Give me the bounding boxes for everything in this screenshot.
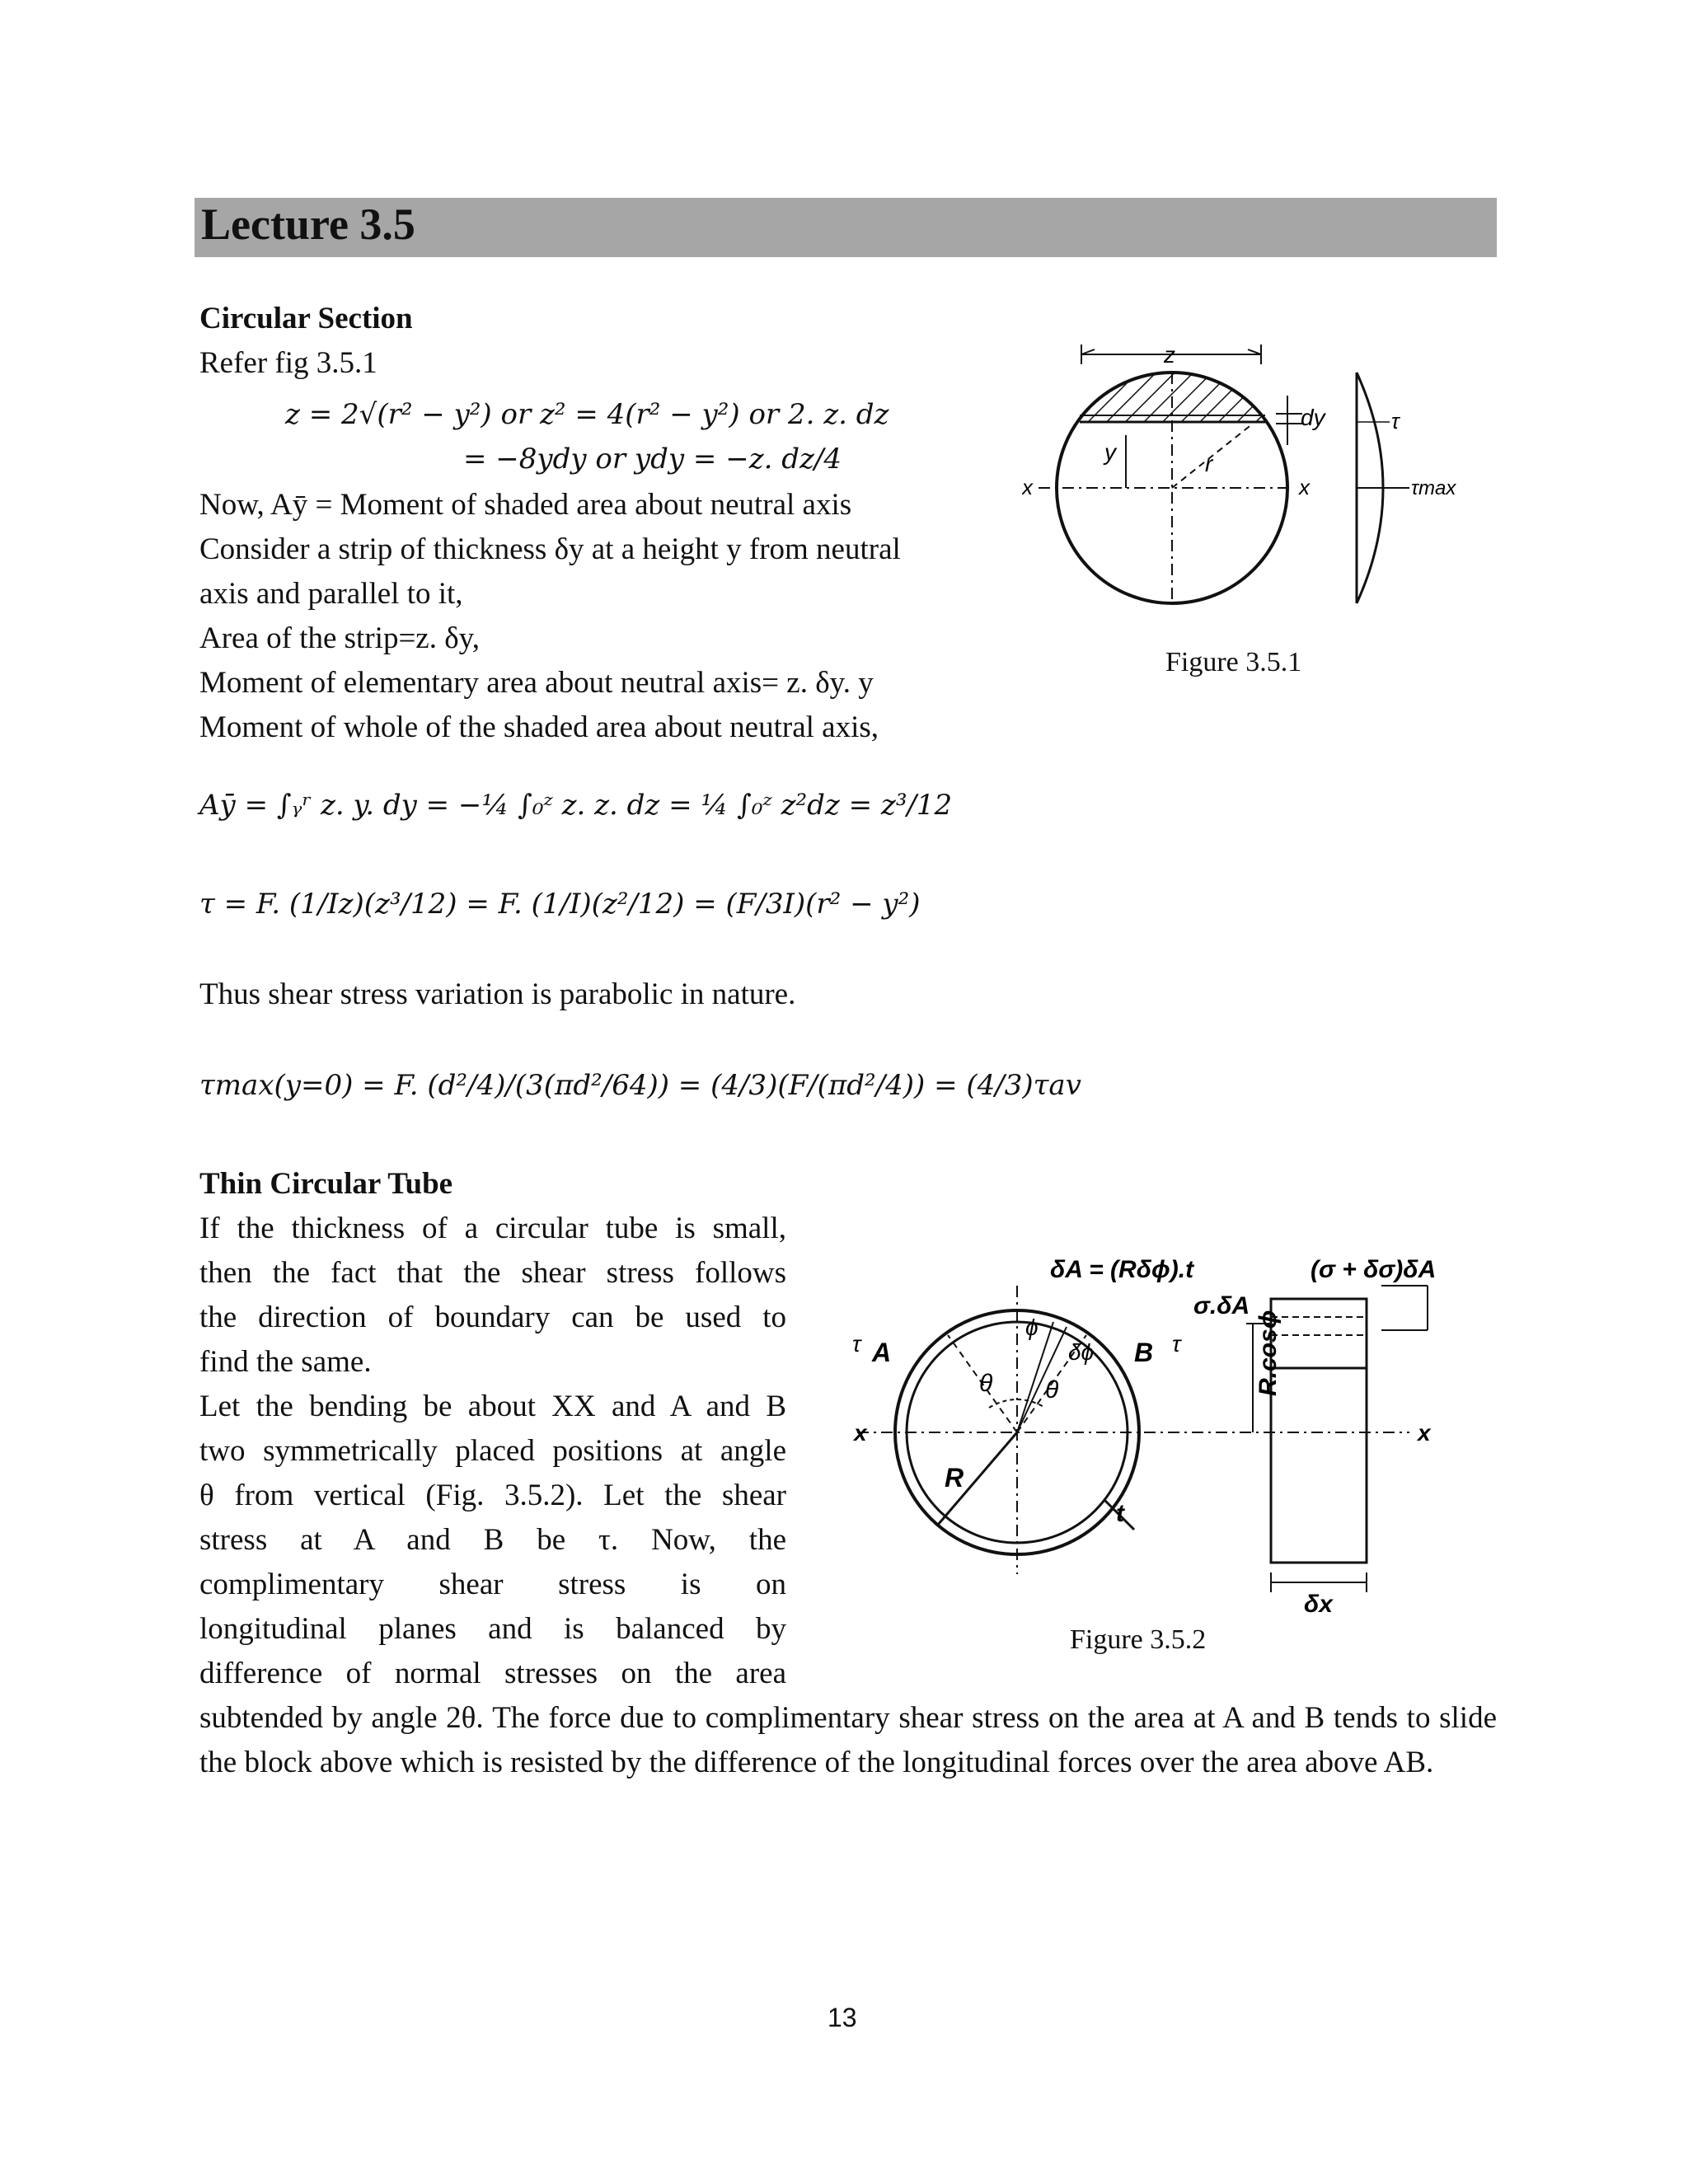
now-moment-line: Now, Aȳ = Moment of shaded area about neutral axis [199, 488, 852, 522]
equation-z-line2: = −8ydy or ydy = −z. dz/4 [463, 443, 842, 476]
page-number: 13 [828, 2003, 857, 2032]
dy-marker [1276, 396, 1302, 445]
figure-3-5-1-caption: Figure 3.5.1 [1165, 647, 1302, 677]
tube-para-line: longitudinal planes and is balanced by [199, 1612, 786, 1646]
circular-section-heading: Circular Section [199, 302, 413, 335]
moment-elementary-line: Moment of elementary area about neutral axis= z. δy. y [199, 666, 874, 700]
thin-tube-paragraph-narrow [199, 1207, 786, 1696]
thin-circular-tube-heading: Thin Circular Tube [199, 1167, 453, 1201]
shear-stress-parabola [1357, 373, 1409, 603]
fig2-label-rcos: R.cosϕ [1254, 1310, 1282, 1396]
fig1-label-x-right: x [1299, 475, 1310, 499]
fig1-label-tau: τ [1391, 409, 1400, 434]
fig1-label-r: r [1205, 451, 1213, 476]
tube-para-line: θ from vertical (Fig. 3.5.2). Let the shear [199, 1479, 786, 1512]
fig1-label-x-left: x [1022, 475, 1033, 499]
tube-para-line: complimentary shear stress is on [199, 1568, 786, 1601]
figure-3-5-2-caption: Figure 3.5.2 [1070, 1624, 1207, 1655]
equation-z-line1: z = 2√(r² − y²) or z² = 4(r² − y²) or 2. z. dz [285, 398, 889, 431]
fig2-label-a: A [872, 1338, 892, 1367]
moment-whole-line: Moment of whole of the shaded area about neutral axis, [199, 710, 879, 744]
tube-para-line: If the thickness of a circular tube is small, [199, 1212, 786, 1245]
tube-para-line: find the same. [199, 1345, 372, 1379]
fig2-label-theta-right: θ [1045, 1376, 1059, 1404]
fig1-label-z: z [1164, 342, 1175, 368]
equation-ay-bar: Aȳ = ∫ᵧʳ z. y. dy = −¼ ∫₀ᶻ z. z. dz = ¼ ∫₀ᶻ z²dz = z³/12 [199, 789, 953, 822]
fig2-label-x-left: x [854, 1420, 867, 1446]
equation-tau: τ = F. (1/Iz)(z³/12) = F. (1/I)(z²/12) = (F/3I)(r² − y²) [199, 888, 921, 921]
fig1-label-dy: dy [1301, 405, 1325, 430]
fig2-label-x-right: x [1418, 1420, 1431, 1446]
tube-para-line: difference of normal stresses on the area [199, 1657, 786, 1690]
fig2-label-b: B [1134, 1338, 1154, 1367]
fig2-label-sigma-plus: (σ + δσ)δA [1311, 1256, 1437, 1283]
fig2-label-tau-a: τ [852, 1331, 861, 1357]
fig2-label-da: δA = (Rδϕ).t [1050, 1256, 1194, 1283]
fig2-label-sigma-da: σ.δA [1193, 1292, 1250, 1319]
fig2-label-dphi: δϕ [1068, 1339, 1095, 1365]
consider-strip-line1: Consider a strip of thickness δy at a height y from neutral [199, 532, 901, 566]
tube-para-line: then the fact that the shear stress follows [199, 1256, 786, 1290]
fig1-label-y: y [1104, 439, 1116, 465]
fig2-label-dx: δx [1304, 1591, 1333, 1615]
fig2-label-t: t [1116, 1500, 1124, 1527]
tube-para-line: stress at A and B be τ. Now, the [199, 1523, 786, 1557]
tube-circle [857, 1286, 1409, 1574]
fig2-label-r: R [945, 1463, 964, 1493]
lecture-title: Lecture 3.5 [201, 199, 415, 249]
tube-para-line: two symmetrically placed positions at angle [199, 1434, 786, 1468]
figure-3-5-2-diagram [841, 1253, 1467, 1615]
consider-strip-line2: axis and parallel to it, [199, 577, 463, 611]
refer-fig-text: Refer fig 3.5.1 [199, 346, 377, 380]
parabolic-statement: Thus shear stress variation is parabolic in nature. [199, 977, 796, 1011]
tube-para-line: the direction of boundary can be used to [199, 1301, 786, 1334]
figure-3-5-1-diagram [1022, 338, 1467, 618]
equation-tau-max: τmax(y=0) = F. (d²/4)/(3(πd²/64)) = (4/3)(F/(πd²/4)) = (4/3)τav [199, 1069, 1081, 1102]
fig2-label-theta-left: θ [979, 1370, 993, 1397]
tube-para-line: Let the bending be about XX and A and B [199, 1390, 786, 1423]
fig2-label-phi: ϕ [1025, 1315, 1039, 1340]
thin-tube-paragraph-full: subtended by angle 2θ. The force due to complimentary shear stress on the area at A and B tends to slide the block above which is resisted by the difference of the longitudinal forces over the area above AB. [199, 1701, 1497, 1779]
fig1-label-tau-max: τmax [1411, 477, 1456, 499]
area-strip-line: Area of the strip=z. δy, [199, 621, 481, 655]
fig2-label-tau-b: τ [1172, 1331, 1181, 1357]
